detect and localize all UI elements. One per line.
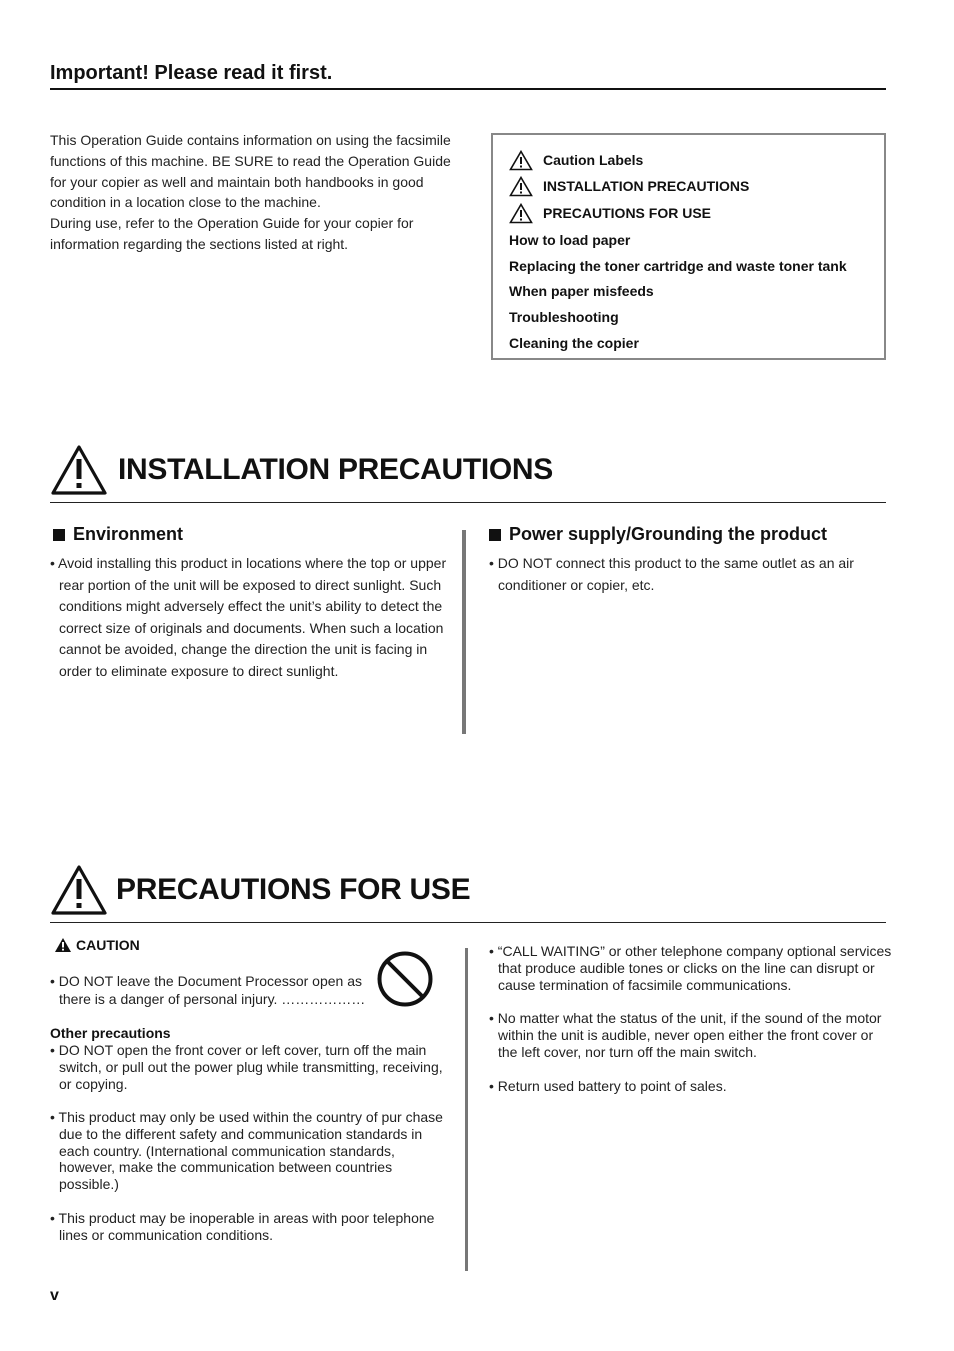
section-item-misfeeds: When paper misfeeds	[509, 283, 654, 299]
warning-triangle-icon	[50, 444, 108, 496]
right-bullet-1: • “CALL WAITING” or other telephone company optional services that produce audible tones or clicks on the line can disrupt or cause termination of facsimile communications.	[489, 943, 892, 993]
intro-paragraph-1: This Operation Guide contains information on using the facsimile functions of this machine. BE SURE to read the Operation Guide for your copier as well and maintain both handbooks in good condition in a location close to the machine.	[50, 132, 451, 211]
power-heading: Power supply/Grounding the product	[489, 524, 827, 545]
section-item-caution-labels: Caution Labels	[509, 149, 643, 171]
section-item-troubleshooting: Troubleshooting	[509, 309, 619, 325]
other-precautions-label: Other precautions	[50, 1025, 171, 1041]
warning-triangle-icon	[509, 176, 533, 197]
environment-heading: Environment	[53, 524, 183, 545]
column-divider	[465, 948, 468, 1271]
page-header-title: Important! Please read it first.	[50, 62, 333, 84]
column-divider	[462, 530, 466, 734]
other-bullet-2: • This product may only be used within the country of pur chase due to the different safety and communication standards in each country. (International communication standards, however, make the communication between countries possible.)	[50, 1109, 443, 1193]
section-item-toner: Replacing the toner cartridge and waste toner tank	[509, 258, 847, 274]
warning-triangle-icon	[509, 203, 533, 224]
caution-label: CAUTION	[54, 937, 140, 953]
square-bullet-icon	[489, 529, 501, 541]
section-item-cleaning: Cleaning the copier	[509, 335, 639, 351]
intro-text	[50, 130, 470, 255]
use-rule	[50, 922, 886, 923]
page-number: v	[50, 1287, 59, 1304]
square-bullet-icon	[53, 529, 65, 541]
other-bullet-3: • This product may be inoperable in areas with poor telephone lines or communication conditions.	[50, 1210, 435, 1243]
section-item-load-paper: How to load paper	[509, 232, 631, 248]
right-bullet-3: • Return used battery to point of sales.	[489, 1078, 727, 1094]
referenced-sections-box	[491, 133, 886, 360]
prohibited-icon	[377, 951, 433, 1007]
use-heading	[50, 864, 470, 916]
installation-heading	[50, 444, 553, 496]
right-bullet-2: • No matter what the status of the unit, if the sound of the motor within the unit is audible, never open either the front cover or the left cover, nor turn off the main switch.	[489, 1010, 882, 1060]
section-item-installation-precautions: INSTALLATION PRECAUTIONS	[509, 175, 749, 197]
section-item-precautions-for-use: PRECAUTIONS FOR USE	[509, 202, 711, 224]
warning-triangle-icon	[50, 864, 108, 916]
power-bullet: • DO NOT connect this product to the same outlet as an air conditioner or copier, etc.	[489, 555, 854, 593]
header-rule	[50, 88, 886, 90]
warning-triangle-icon	[509, 150, 533, 171]
installation-rule	[50, 502, 886, 503]
environment-bullet: • Avoid installing this product in locations where the top or upper rear portion of the unit will be exposed to direct sunlight. Such conditions might adversely effect the unit’s ability to detect the correct size of originals and documents. When such a location cannot be avoided, change the direction the unit is facing in order to eliminate exposure to direct sunlight.	[50, 555, 447, 679]
caution-bullet: • DO NOT leave the Document Processor open as there is a danger of personal injury. ………………	[50, 973, 366, 1007]
caution-filled-triangle-icon	[54, 937, 72, 953]
other-bullet-1: • DO NOT open the front cover or left cover, turn off the main switch, or pull out the power plug while transmitting, receiving, or copying.	[50, 1042, 443, 1092]
use-title: PRECAUTIONS FOR USE	[116, 873, 471, 906]
intro-paragraph-2: During use, refer to the Operation Guide for your copier for information regarding the sections listed at right.	[50, 215, 414, 252]
installation-title: INSTALLATION PRECAUTIONS	[118, 453, 554, 486]
